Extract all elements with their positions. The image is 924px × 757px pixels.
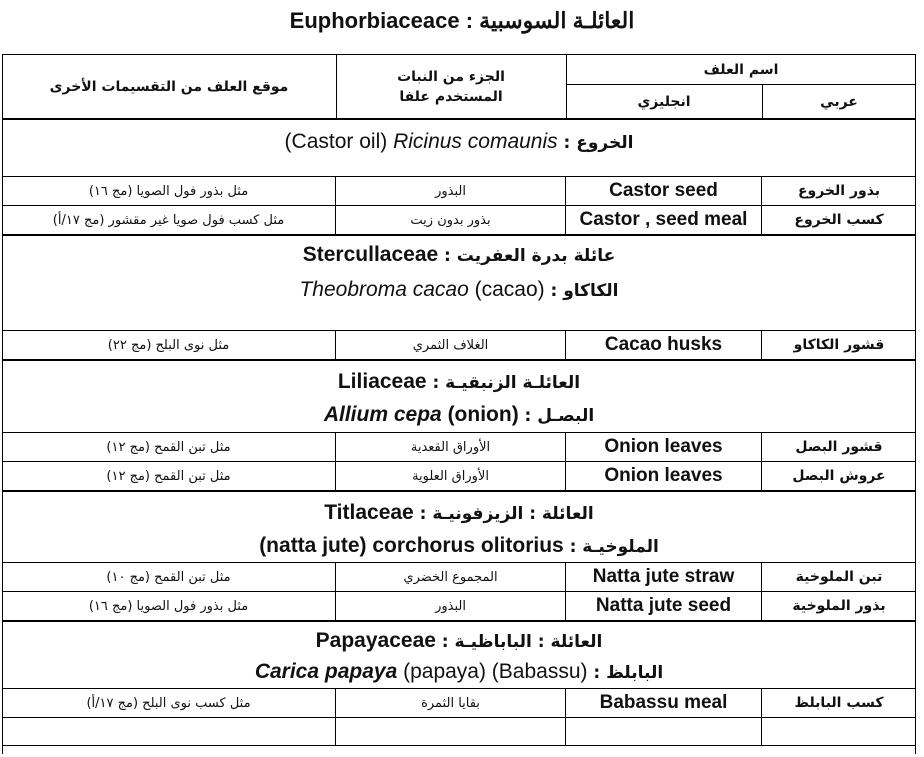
divider [2, 359, 916, 361]
cell-arabic-name: بذور الخروع [797, 183, 881, 199]
species-heading [2, 532, 916, 561]
table-row [2, 433, 916, 461]
species-heading [2, 276, 916, 305]
table-row [2, 689, 916, 717]
cell-empty [762, 718, 916, 745]
divider [2, 620, 916, 622]
species-common-name: (papaya) (Babassu) [403, 660, 588, 683]
cell-empty [566, 718, 762, 745]
cell-english-name: Castor seed [566, 177, 762, 205]
cell-english-name: Onion leaves [566, 433, 762, 461]
species-scientific-name: Theobroma cacao [299, 278, 469, 301]
divider [2, 234, 916, 236]
family-arabic-name: : العائلة : الباباظيـة [441, 632, 603, 652]
table-row [2, 206, 916, 234]
header-location: موقع العلف من التقسيمات الأخرى [49, 78, 289, 95]
species-scientific-name: Allium cepa [323, 403, 442, 426]
cell-english-name: Natta jute straw [566, 563, 762, 591]
species-heading [2, 128, 916, 157]
species-scientific-name: Ricinus comaunis [393, 130, 558, 153]
species-arabic-name: : الملوخيـة [569, 537, 659, 557]
cell-plant-part: المجموع الخضري [336, 563, 566, 591]
species-heading [2, 401, 916, 430]
species-arabic-name: : الخروع [563, 133, 634, 153]
cell-location: مثل تبن القمح (مج ١٠) [2, 563, 336, 591]
species-scientific-name: Carica papaya [254, 660, 398, 683]
family-arabic-name: : العائلة : الزيزفونيـة [419, 504, 594, 524]
divider [2, 490, 916, 492]
table-row [2, 177, 916, 205]
divider [2, 745, 916, 746]
cell-arabic-name: تبن الملوخية [795, 569, 883, 585]
cell-plant-part: الغلاف الثمري [336, 331, 566, 359]
species-arabic-name: : الكاكاو [550, 281, 619, 301]
header-plant-part-line2: المستخدم علفا [399, 88, 503, 105]
divider [2, 118, 916, 120]
header-plant-part-line1: الجزء من النبات [397, 68, 505, 85]
page-title: Euphorbiaceace : العائلـة السوسبية [289, 8, 635, 33]
table-row-empty [2, 718, 916, 745]
cell-arabic-name: عروش البصل [792, 468, 886, 484]
table-row [2, 331, 916, 359]
cell-location: مثل كسب فول صويا غير مقشور (مج ١٧/أ) [2, 206, 336, 234]
species-common-name: (natta jute) corchorus olitorius [259, 534, 564, 557]
species-arabic-name: : البابلظ [593, 663, 664, 683]
species-common-name: (Castor oil) [284, 130, 388, 153]
cell-plant-part: الأوراق العلوية [336, 462, 566, 490]
cell-plant-part: البذور [336, 177, 566, 205]
cell-plant-part: الأوراق القعدية [336, 433, 566, 461]
table-row [2, 592, 916, 620]
family-arabic-name: : عائلة بدرة العفريت [444, 246, 616, 266]
family-english-name: Liliaceae [337, 370, 427, 393]
header-feed-name: اسم العلف [703, 61, 779, 78]
header-english: انجليزي [637, 93, 691, 110]
cell-arabic-name: بذور الملوخية [792, 598, 886, 614]
family-heading [2, 368, 916, 397]
cell-english-name: Onion leaves [566, 462, 762, 490]
cell-location: مثل نوى البلح (مج ٢٢) [2, 331, 336, 359]
cell-arabic-name: قشور البصل [795, 439, 883, 455]
cell-plant-part: بذور بدون زيت [336, 206, 566, 234]
cell-location: مثل كسب نوى البلح (مج ١٧/أ) [2, 689, 336, 717]
family-heading [2, 241, 916, 270]
table-row [2, 563, 916, 591]
cell-location: مثل تبن القمح (مج ١٢) [2, 433, 336, 461]
family-heading [2, 627, 916, 656]
cell-location: مثل بذور فول الصويا (مج ١٦) [2, 177, 336, 205]
species-heading [2, 658, 916, 687]
cell-english-name: Babassu meal [566, 689, 762, 717]
cell-arabic-name: قشور الكاكاو [793, 337, 885, 353]
species-common-name: (cacao) [474, 278, 545, 301]
table-row [2, 462, 916, 490]
cell-arabic-name: كسب البابلظ [794, 695, 884, 711]
cell-empty [2, 718, 336, 745]
cell-plant-part: بقايا الثمرة [336, 689, 566, 717]
cell-arabic-name: كسب الخروع [794, 212, 884, 228]
family-english-name: Papayaceae [315, 629, 436, 652]
cell-english-name: Cacao husks [566, 331, 762, 359]
cell-english-name: Natta jute seed [566, 592, 762, 620]
family-english-name: Titlaceae [324, 501, 414, 524]
cell-empty [336, 718, 566, 745]
cell-location: مثل بذور فول الصويا (مج ١٦) [2, 592, 336, 620]
cell-plant-part: البذور [336, 592, 566, 620]
family-english-name: Stercullaceae [302, 243, 439, 266]
cell-location: مثل تبن القمح (مج ١٢) [2, 462, 336, 490]
species-common-name: (onion) [447, 403, 519, 426]
header-plant-part [336, 55, 566, 118]
species-arabic-name: : البصـل [524, 406, 595, 426]
header-arabic: عربي [820, 93, 858, 110]
family-arabic-name: : العائلـة الزنبقيـة [432, 373, 581, 393]
family-heading [2, 499, 916, 528]
cell-english-name: Castor , seed meal [566, 206, 762, 234]
